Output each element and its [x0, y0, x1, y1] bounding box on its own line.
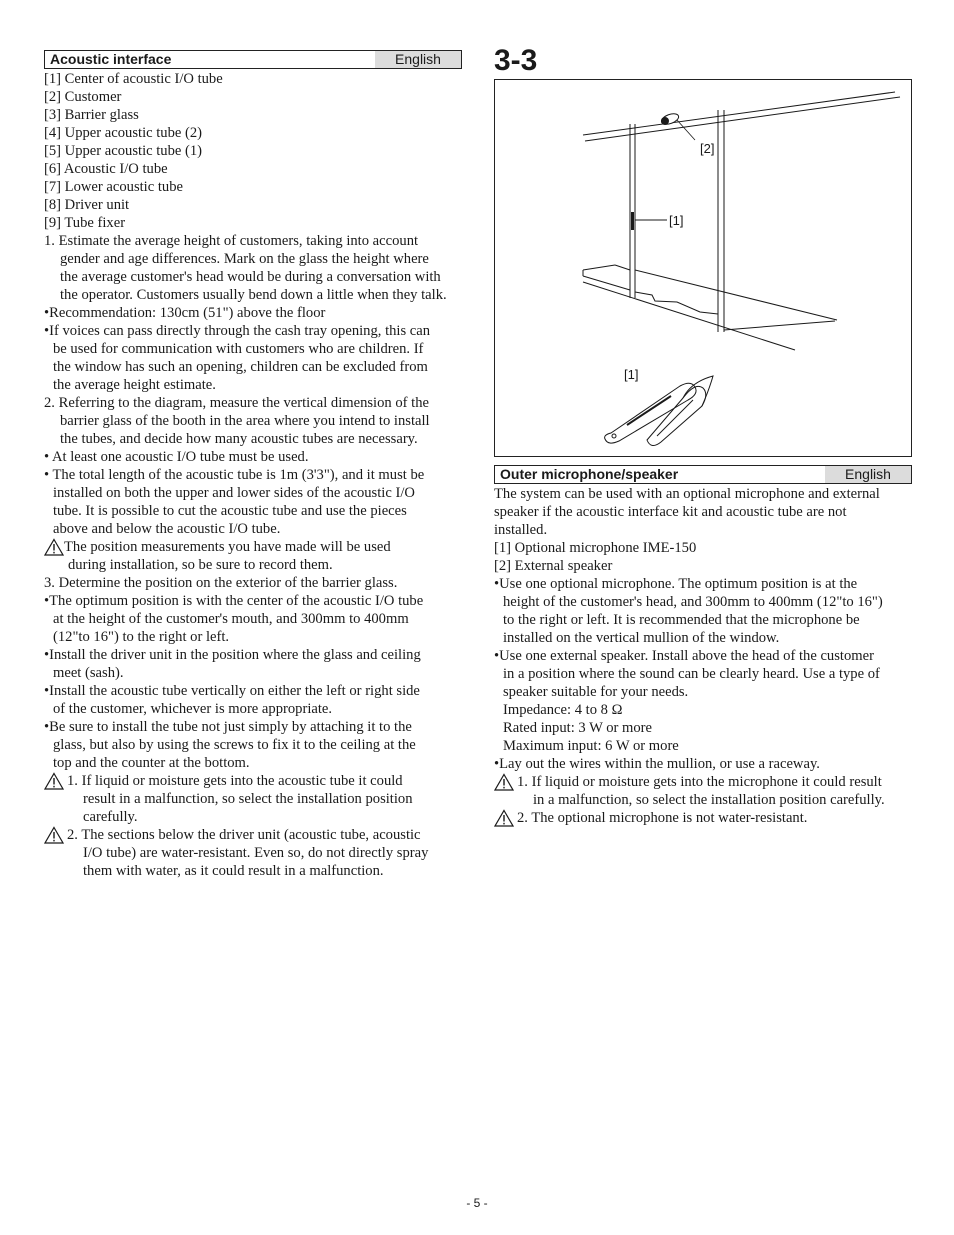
list-item: [1] Center of acoustic I/O tube: [44, 71, 223, 87]
section-title: Outer microphone/speaker: [500, 466, 679, 482]
text-line: (12"to 16") to the right or left.: [53, 629, 230, 645]
list-item: [6] Acoustic I/O tube: [44, 161, 168, 177]
list-item: [5] Upper acoustic tube (1): [44, 143, 203, 159]
step-3: [44, 574, 462, 592]
text-line: speaker suitable for your needs.: [503, 684, 689, 700]
text-line: to the right or left. It is recommended that the microphone be: [503, 612, 860, 628]
text-line: •Be sure to install the tube not just simply by attaching it to the: [44, 719, 412, 735]
text-line: in a malfunction, so select the installation position carefully.: [533, 792, 885, 808]
text-line: • The total length of the acoustic tube is 1m (3'3"), and it must be: [44, 467, 425, 483]
text-line: the operator. Customers usually bend down a little when they talk.: [60, 287, 447, 303]
text-line: Rated input: 3 W or more: [503, 720, 653, 736]
warning-record-measurements: [44, 538, 462, 574]
text-line: The system can be used with an optional microphone and external: [494, 486, 880, 502]
driver-unit-drawing: [660, 112, 695, 140]
text-line: •Install the driver unit in the position where the glass and ceiling: [44, 647, 421, 663]
text-line: speaker if the acoustic interface kit and acoustic tube are not: [494, 504, 847, 520]
callout-label-2: [2]: [700, 141, 715, 156]
bullet-tube-length: [44, 466, 462, 538]
text-line: 2. The optional microphone is not water-resistant.: [517, 810, 808, 826]
callout-label-1: [1]: [669, 213, 684, 228]
text-line: carefully.: [83, 809, 138, 825]
language-tag: English: [375, 51, 461, 68]
list-item: [4] Upper acoustic tube (2): [44, 125, 203, 141]
list-item: [2] External speaker: [494, 558, 613, 574]
text-line: installed on the vertical mullion of the window.: [503, 630, 780, 646]
text-line: installed.: [494, 522, 548, 538]
text-line: • At least one acoustic I/O tube must be used.: [44, 449, 309, 465]
list-item: [8] Driver unit: [44, 197, 130, 213]
text-line: 1. Estimate the average height of customers, taking into account: [44, 233, 419, 249]
step-2: [44, 394, 462, 448]
text-line: during installation, so be sure to record them.: [68, 557, 333, 573]
text-line: the window has such an opening, children can be excluded from: [53, 359, 428, 375]
text-line: 2. The sections below the driver unit (acoustic tube, acoustic: [67, 827, 421, 843]
bullet-min-tube: [44, 448, 462, 466]
bullet-screws: [44, 718, 462, 772]
section-title: Acoustic interface: [50, 51, 172, 67]
warning-triangle-icon: [44, 538, 64, 556]
section-number: 3-3: [494, 44, 538, 77]
warning-triangle-icon: [44, 772, 64, 790]
outer-microphone-section: [494, 465, 912, 827]
microphone-drawing: [605, 376, 713, 446]
text-line: 2. Referring to the diagram, measure the vertical dimension of the: [44, 395, 429, 411]
warning-triangle-icon: [44, 826, 64, 844]
warning-triangle-icon: [494, 773, 514, 791]
acoustic-tube-marker: [631, 212, 634, 230]
text-line: the tubes, and decide how many acoustic tubes are necessary.: [60, 431, 418, 447]
text-line: the average height estimate.: [53, 377, 216, 393]
text-line: The position measurements you have made will be used: [64, 539, 391, 555]
text-line: •Use one external speaker. Install above the head of the customer: [494, 648, 874, 664]
bullet-optimum-position: [44, 592, 462, 646]
language-tag: English: [825, 466, 911, 483]
bullet-speaker: [494, 647, 912, 755]
text-line: 1. If liquid or moisture gets into the microphone it could result: [517, 774, 882, 790]
list-item: [9] Tube fixer: [44, 215, 126, 231]
bullet-vertical-install: [44, 682, 462, 718]
text-line: •Lay out the wires within the mullion, or use a raceway.: [494, 756, 820, 772]
installation-figure: [494, 79, 912, 457]
text-line: •The optimum position is with the center of the acoustic I/O tube: [44, 593, 424, 609]
warning-water-resistant: [44, 826, 462, 880]
text-line: of the customer, whichever is more appropriate.: [53, 701, 333, 717]
warning-triangle-icon: [494, 809, 514, 827]
text-line: in a position where the sound can be clearly heard. Use a type of: [503, 666, 880, 682]
text-line: result in a malfunction, so select the installation position: [83, 791, 413, 807]
text-line: the average customer's head would be during a conversation with: [60, 269, 441, 285]
bullet-driver-unit: [44, 646, 462, 682]
text-line: glass, but also by using the screws to fix it to the ceiling at the: [53, 737, 416, 753]
text-line: top and the counter at the bottom.: [53, 755, 250, 771]
text-line: 1. If liquid or moisture gets into the acoustic tube it could: [67, 773, 403, 789]
list-item: [7] Lower acoustic tube: [44, 179, 183, 195]
installation-drawing: [495, 80, 911, 456]
section-header-outer-microphone: [494, 465, 912, 484]
callout-label-mic: [1]: [624, 367, 639, 382]
warning-liquid: [44, 772, 462, 826]
page-number: - 5 -: [466, 1196, 488, 1210]
warning-not-water-resistant: [494, 809, 912, 827]
text-line: •Use one optional microphone. The optimum position is at the: [494, 576, 858, 592]
bullet-wires: [494, 755, 912, 773]
text-line: 3. Determine the position on the exterior of the barrier glass.: [44, 575, 398, 591]
text-line: •If voices can pass directly through the cash tray opening, this can: [44, 323, 431, 339]
text-line: above and below the acoustic I/O tube.: [53, 521, 281, 537]
text-line: tube. It is possible to cut the acoustic tube and use the pieces: [53, 503, 407, 519]
text-line: •Install the acoustic tube vertically on either the left or right side: [44, 683, 420, 699]
text-line: installed on both the upper and lower sides of the acoustic I/O: [53, 485, 415, 501]
list-item: [2] Customer: [44, 89, 122, 105]
bullet-cash-tray: [44, 322, 462, 394]
text-line: at the height of the customer's mouth, and 300mm to 400mm: [53, 611, 409, 627]
acoustic-interface-section: [44, 50, 462, 880]
parts-list: [494, 539, 912, 575]
section-header-acoustic-interface: [44, 50, 462, 69]
text-line: height of the customer's head, and 300mm to 400mm (12"to 16"): [503, 594, 883, 610]
text-line: I/O tube) are water-resistant. Even so, do not directly spray: [83, 845, 429, 861]
step-1: [44, 232, 462, 304]
bullet-recommendation: [44, 304, 462, 322]
intro-paragraph: [494, 485, 912, 539]
list-item: [1] Optional microphone IME-150: [494, 540, 697, 556]
parts-list: [44, 70, 462, 232]
warning-microphone-liquid: [494, 773, 912, 809]
text-line: be used for communication with customers who are children. If: [53, 341, 424, 357]
text-line: Maximum input: 6 W or more: [503, 738, 679, 754]
list-item: [3] Barrier glass: [44, 107, 139, 123]
bullet-microphone: [494, 575, 912, 647]
text-line: gender and age differences. Mark on the glass the height where: [60, 251, 429, 267]
text-line: barrier glass of the booth in the area where you intend to install: [60, 413, 430, 429]
text-line: Impedance: 4 to 8 Ω: [503, 702, 623, 718]
text-line: meet (sash).: [53, 665, 124, 681]
text-line: •Recommendation: 130cm (51") above the floor: [44, 305, 326, 321]
text-line: them with water, as it could result in a malfunction.: [83, 863, 384, 879]
